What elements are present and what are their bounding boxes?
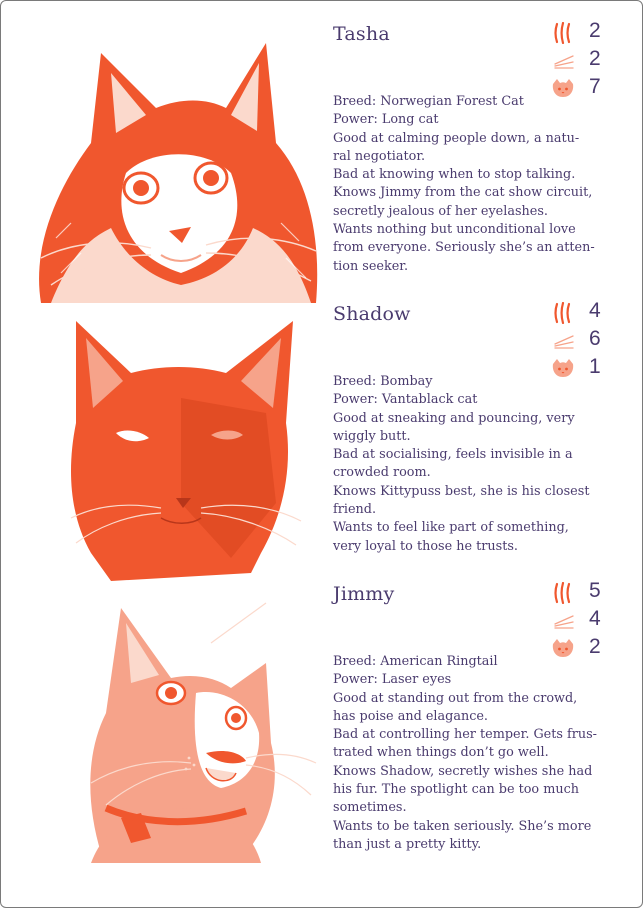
desc-line: trated when things don’t go well.: [333, 745, 549, 761]
desc-line: wiggly butt.: [333, 428, 411, 444]
cat-description: [333, 373, 601, 556]
whiskers-icon: [551, 610, 575, 632]
desc-line: Power: Vantablack cat: [333, 392, 478, 408]
claw-marks-icon: [551, 302, 575, 324]
cat-card-jimmy: [1, 579, 642, 863]
desc-line: crowded room.: [333, 465, 431, 481]
desc-line: secretly jealous of her eyelashes.: [333, 203, 548, 219]
whiskers-icon: [551, 330, 575, 352]
desc-line: has poise and elagance.: [333, 708, 488, 724]
stat-column: [549, 579, 619, 663]
stat-whiskers: [549, 327, 619, 355]
desc-line: very loyal to those he trusts.: [333, 538, 518, 554]
claws-value: 5: [589, 579, 601, 602]
face-value: 1: [589, 355, 601, 378]
desc-line: his fur. The spotlight can be too much: [333, 782, 579, 798]
desc-line: friend.: [333, 502, 377, 518]
cat-name: Jimmy: [333, 583, 395, 605]
stat-column: [549, 19, 619, 103]
tasha-portrait: [31, 23, 321, 303]
stat-whiskers: [549, 47, 619, 75]
whiskers-value: 6: [589, 327, 601, 350]
claw-marks-icon: [551, 22, 575, 44]
desc-line: Knows Jimmy from the cat show circuit,: [333, 185, 593, 201]
whiskers-value: 2: [589, 47, 601, 70]
face-value: 2: [589, 635, 601, 658]
stat-claws: [549, 579, 619, 607]
desc-line: Breed: Norwegian Forest Cat: [333, 94, 524, 109]
desc-line: Good at standing out from the crowd,: [333, 690, 578, 706]
whiskers-value: 4: [589, 607, 601, 630]
cat-description: [333, 93, 601, 276]
face-value: 7: [589, 75, 601, 98]
cat-description: [333, 653, 601, 854]
desc-line: Wants to feel like part of something,: [333, 520, 569, 536]
desc-line: Bad at controlling her temper. Gets frus-: [333, 727, 598, 743]
cat-card-tasha: [1, 19, 642, 303]
desc-line: ral negotiator.: [333, 148, 426, 164]
cat-card-shadow: [1, 299, 642, 583]
cat-name: Shadow: [333, 303, 411, 325]
desc-line: Bad at knowing when to stop talking.: [333, 167, 576, 183]
desc-line: Wants nothing but unconditional love: [333, 222, 576, 238]
desc-line: Wants to be taken seriously. She’s more: [333, 818, 592, 834]
stat-whiskers: [549, 607, 619, 635]
desc-line: sometimes.: [333, 800, 407, 816]
desc-line: from everyone. Seriously she’s an atten-: [333, 240, 595, 256]
claws-value: 4: [589, 299, 601, 322]
desc-line: Good at calming people down, a natu-: [333, 130, 580, 146]
stat-claws: [549, 299, 619, 327]
desc-line: Bad at socialising, feels invisible in a: [333, 447, 573, 463]
desc-line: than just a pretty kitty.: [333, 836, 482, 852]
shadow-portrait: [31, 303, 321, 583]
desc-line: Knows Kittypuss best, she is his closest: [333, 483, 590, 499]
stat-claws: [549, 19, 619, 47]
jimmy-portrait: [31, 583, 321, 863]
desc-line: tion seeker.: [333, 258, 409, 274]
claw-marks-icon: [551, 582, 575, 604]
desc-line: Good at sneaking and pouncing, very: [333, 410, 575, 426]
stat-column: [549, 299, 619, 383]
desc-line: Breed: American Ringtail: [333, 654, 498, 669]
claws-value: 2: [589, 19, 601, 42]
desc-line: Power: Long cat: [333, 112, 439, 128]
desc-line: Breed: Bombay: [333, 374, 433, 389]
desc-line: Power: Laser eyes: [333, 672, 452, 688]
cat-name: Tasha: [333, 23, 390, 45]
desc-line: Knows Shadow, secretly wishes she had: [333, 763, 593, 779]
whiskers-icon: [551, 50, 575, 72]
